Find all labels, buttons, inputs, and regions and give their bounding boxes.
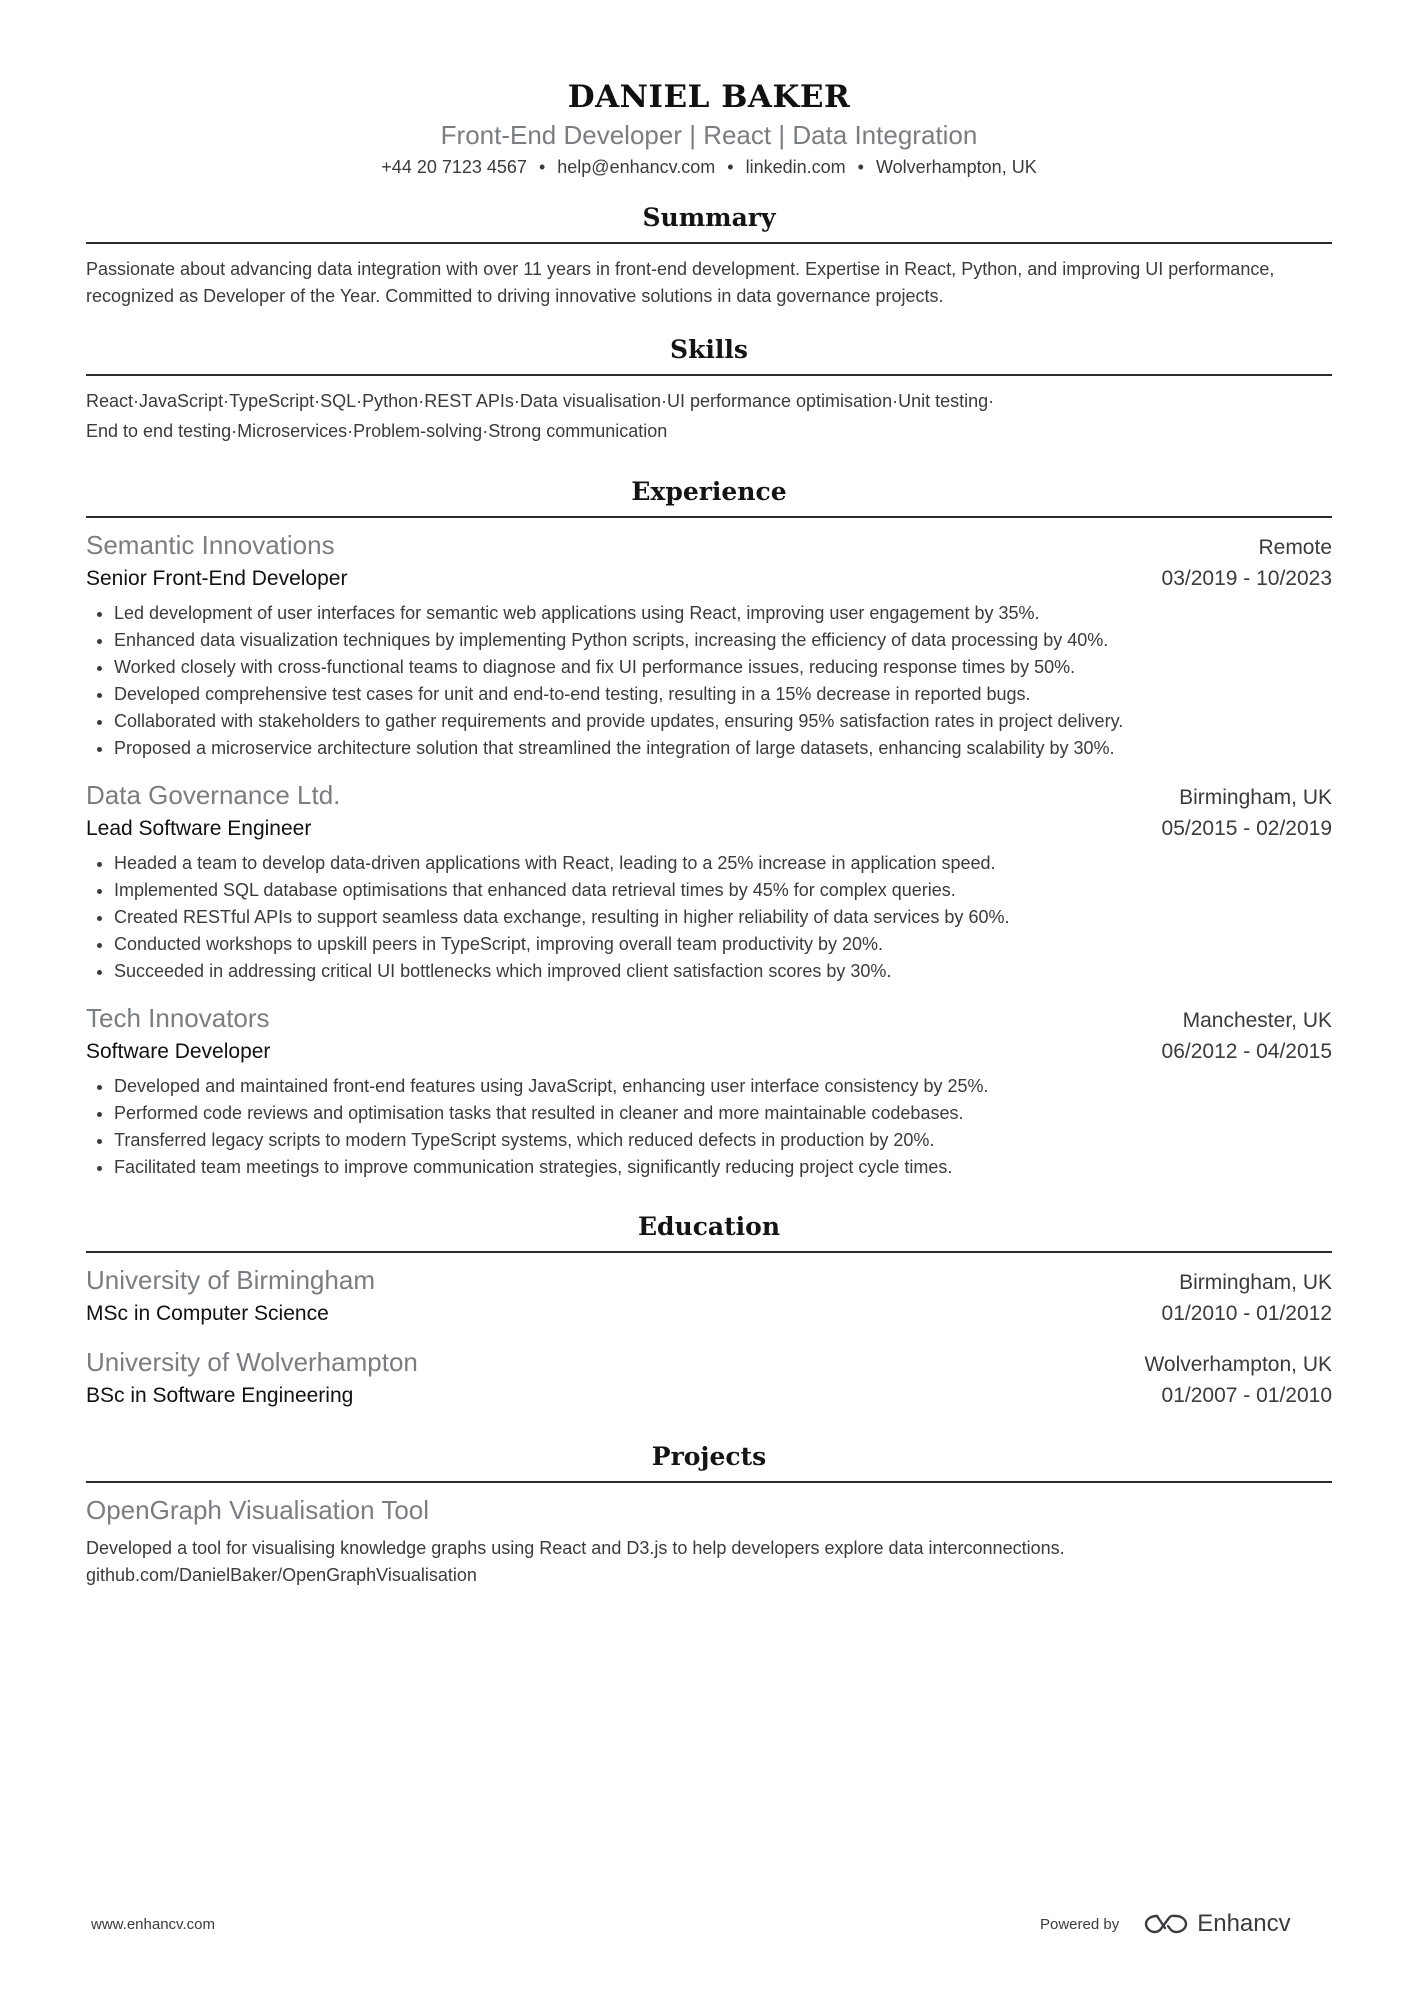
job-dates: 06/2012 - 04/2015 xyxy=(1161,1040,1332,1063)
school-name: University of Birmingham xyxy=(86,1265,375,1295)
list-item: • Developed comprehensive test cases for unit and end-to-end testing, resulting in a 15% decrease in reported bugs. xyxy=(114,681,1332,708)
project-name: OpenGraph Visualisation Tool xyxy=(86,1495,430,1525)
skill-tag: REST APIs xyxy=(424,391,514,411)
skills-section xyxy=(86,334,1332,446)
candidate-name: DANIEL BAKER xyxy=(567,79,851,115)
education-dates: 01/2010 - 01/2012 xyxy=(1161,1302,1332,1325)
contact-line xyxy=(86,154,1332,180)
summary-section xyxy=(86,202,1332,310)
degree: BSc in Software Engineering xyxy=(86,1384,354,1407)
footer-powered-by xyxy=(1040,1910,1291,1938)
job-location: Birmingham, UK xyxy=(1179,786,1332,809)
school-name: University of Wolverhampton xyxy=(86,1347,418,1377)
bullet-separator: • xyxy=(857,157,864,177)
bullet-separator: • xyxy=(538,157,546,177)
degree: MSc in Computer Science xyxy=(86,1302,329,1325)
project-description: Developed a tool for visualising knowledge graphs using React and D3.js to help developers explore data interconnections. xyxy=(86,1538,1065,1558)
experience-section xyxy=(86,476,1332,1181)
skill-separator: · xyxy=(223,391,230,411)
projects-section xyxy=(86,1441,1332,1589)
brand-name: Enhancv xyxy=(1197,1910,1291,1937)
project-link[interactable]: github.com/DanielBaker/OpenGraphVisualisation xyxy=(86,1565,477,1585)
job-title: Senior Front-End Developer xyxy=(86,567,348,590)
job-dates: 03/2019 - 10/2023 xyxy=(1161,567,1332,590)
experience-entry xyxy=(86,1001,1332,1181)
list-item: • Created RESTful APIs to support seamless data exchange, resulting in higher reliability of data services by 60%. xyxy=(114,904,1332,931)
section-divider xyxy=(86,242,1332,244)
skill-separator: · xyxy=(892,391,899,411)
skill-tag: Data visualisation xyxy=(519,391,661,411)
job-location: Manchester, UK xyxy=(1182,1009,1332,1032)
section-divider xyxy=(86,516,1332,518)
school-location: Wolverhampton, UK xyxy=(1144,1353,1332,1376)
skill-tag: End to end testing xyxy=(86,421,232,441)
section-title: Education xyxy=(637,1212,781,1241)
section-title: Summary xyxy=(642,203,776,232)
school-location: Birmingham, UK xyxy=(1179,1271,1332,1294)
skill-separator: · xyxy=(988,391,995,411)
skill-separator: · xyxy=(513,391,520,411)
skill-tag: Strong communication xyxy=(488,421,668,441)
education-entry xyxy=(86,1345,1332,1411)
education-section xyxy=(86,1211,1332,1411)
experience-entry xyxy=(86,528,1332,762)
list-item: • Conducted workshops to upskill peers in TypeScript, improving overall team productivity by 20%. xyxy=(114,931,1332,958)
section-title: Skills xyxy=(670,335,748,364)
powered-by-label: Powered by xyxy=(1040,1915,1120,1933)
education-entry xyxy=(86,1263,1332,1329)
section-divider xyxy=(86,374,1332,376)
job-bullets xyxy=(86,850,1332,985)
section-title: Experience xyxy=(631,477,787,506)
phone: +44 20 7123 4567 xyxy=(381,157,527,177)
candidate-tagline: Front-End Developer | React | Data Integration xyxy=(440,120,978,150)
skills-line-1 xyxy=(86,386,1332,416)
skill-tag: UI performance optimisation xyxy=(666,391,893,411)
enhancv-logo-icon xyxy=(1143,1912,1189,1936)
list-item: • Worked closely with cross-functional teams to diagnose and fix UI performance issues, reducing response times by 50%. xyxy=(114,654,1332,681)
project-entry xyxy=(86,1493,1332,1589)
list-item: • Proposed a microservice architecture solution that streamlined the integration of large datasets, enhancing scalability by 30%. xyxy=(114,735,1332,762)
enhancv-logo[interactable] xyxy=(1143,1910,1290,1938)
skills-list xyxy=(86,386,1332,446)
skill-separator: · xyxy=(660,391,667,411)
skill-tag: SQL xyxy=(320,391,357,411)
skill-separator: · xyxy=(418,391,425,411)
job-location: Remote xyxy=(1258,536,1332,559)
skill-tag: Unit testing xyxy=(898,391,989,411)
list-item: • Developed and maintained front-end features using JavaScript, enhancing user interface consistency by 25%. xyxy=(114,1073,1332,1100)
company-name: Semantic Innovations xyxy=(86,530,335,560)
email-link[interactable]: help@enhancv.com xyxy=(557,157,716,177)
list-item: • Transferred legacy scripts to modern TypeScript systems, which reduced defects in production by 20%. xyxy=(114,1127,1332,1154)
education-dates: 01/2007 - 01/2010 xyxy=(1161,1384,1332,1407)
skill-tag: TypeScript xyxy=(229,391,315,411)
section-divider xyxy=(86,1481,1332,1483)
list-item: • Headed a team to develop data-driven applications with React, leading to a 25% increase in application speed. xyxy=(114,850,1332,877)
resume-page xyxy=(86,0,1332,1589)
skill-tag: Problem-solving xyxy=(353,421,483,441)
skill-tag: Python xyxy=(362,391,419,411)
section-divider xyxy=(86,1251,1332,1253)
list-item: • Implemented SQL database optimisations that enhanced data retrieval times by 45% for complex queries. xyxy=(114,877,1332,904)
list-item: • Succeeded in addressing critical UI bottlenecks which improved client satisfaction scores by 30%. xyxy=(114,958,1332,985)
job-bullets xyxy=(86,600,1332,762)
company-name: Data Governance Ltd. xyxy=(86,780,341,810)
skill-separator: · xyxy=(314,391,321,411)
experience-entry xyxy=(86,778,1332,985)
skill-separator: · xyxy=(347,421,354,441)
list-item: • Facilitated team meetings to improve communication strategies, significantly reducing project cycle times. xyxy=(114,1154,1332,1181)
section-title: Projects xyxy=(651,1442,767,1471)
job-title: Lead Software Engineer xyxy=(86,817,312,840)
summary-text: Passionate about advancing data integration with over 11 years in front-end development. Expertise in React, Python, and improving UI performance, recognized as Developer of the Year. Committed to driving innovative solutions in data governance projects. xyxy=(86,259,1275,306)
job-dates: 05/2015 - 02/2019 xyxy=(1161,817,1332,840)
skill-tag: JavaScript xyxy=(139,391,224,411)
list-item: • Enhanced data visualization techniques by implementing Python scripts, increasing the efficiency of data processing by 40%. xyxy=(114,627,1332,654)
list-item: • Led development of user interfaces for semantic web applications using React, improving user engagement by 35%. xyxy=(114,600,1332,627)
location: Wolverhampton, UK xyxy=(875,157,1037,177)
skill-tag: React xyxy=(86,391,134,411)
list-item: • Performed code reviews and optimisation tasks that resulted in cleaner and more maintainable codebases. xyxy=(114,1100,1332,1127)
job-title: Software Developer xyxy=(86,1040,271,1063)
skills-line-2 xyxy=(86,416,1332,446)
linkedin-link[interactable]: linkedin.com xyxy=(745,157,846,177)
skill-tag: Microservices xyxy=(237,421,348,441)
skill-separator: · xyxy=(482,421,489,441)
footer-website-link[interactable]: www.enhancv.com xyxy=(91,1916,215,1933)
company-name: Tech Innovators xyxy=(86,1003,270,1033)
list-item: • Collaborated with stakeholders to gather requirements and provide updates, ensuring 95% satisfaction rates in project delivery. xyxy=(114,708,1332,735)
job-bullets xyxy=(86,1073,1332,1181)
skill-separator: · xyxy=(356,391,363,411)
skill-separator: · xyxy=(133,391,140,411)
bullet-separator: • xyxy=(727,157,734,177)
skill-separator: · xyxy=(231,421,238,441)
